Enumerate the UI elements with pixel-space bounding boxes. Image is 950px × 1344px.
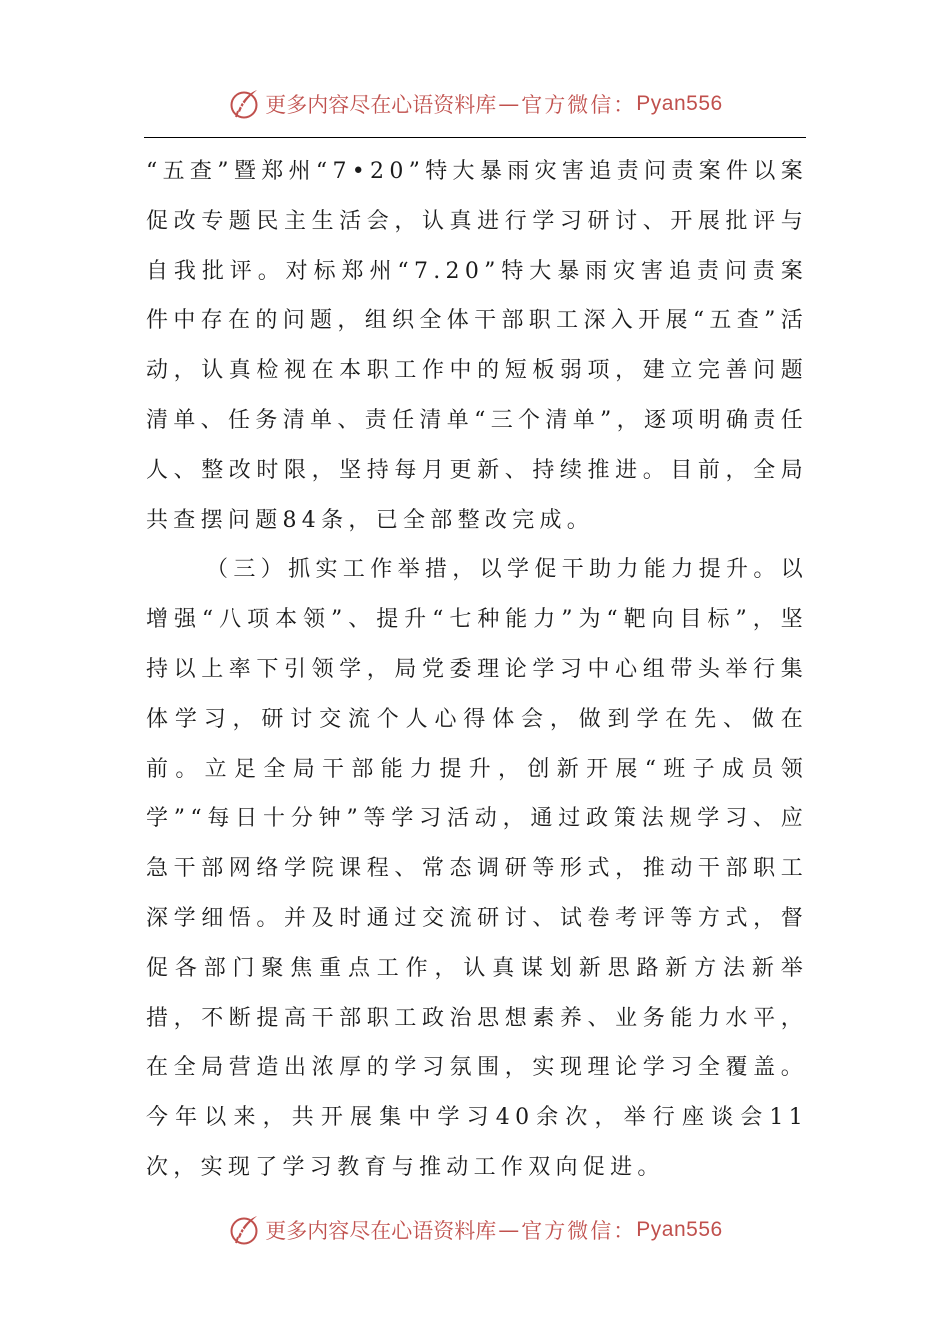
banner-separator: — [498, 1218, 520, 1242]
quill-logo-icon [227, 87, 261, 121]
banner-wechat-label: 官方微信： [521, 1219, 637, 1243]
footer-banner [0, 1210, 950, 1250]
body-paragraph-1: “五查”暨郑州“7•20”特大暴雨灾害追责问责案件以案促改专题民主生活会，认真进行学习研讨、开展批评与自我批评。对标郑州“7.20”特大暴雨灾害追责问责案件中存在的问题，组织全体干部职工深入开展“五查”活动，认真检视在本职工作中的短板弱项，建立完善问题清单、任务清单、责任清单“三个清单”，逐项明确责任人、整改时限，坚持每月更新、持续推进。目前，全局共查摆问题84条，已全部整改完成。 [146, 159, 808, 533]
banner-wechat-id: Pyan556 [636, 92, 723, 115]
quill-logo-icon [227, 1213, 261, 1247]
header-banner [0, 84, 950, 124]
header-divider [144, 137, 806, 138]
document-body [146, 147, 808, 1193]
banner-separator: — [498, 92, 520, 116]
banner-site-name: 更多内容尽在心语资料库 [265, 93, 497, 117]
banner-wechat-id: Pyan556 [636, 1218, 723, 1241]
banner-site-name: 更多内容尽在心语资料库 [265, 1219, 497, 1243]
body-paragraph-2: （三）抓实工作举措，以学促干助力能力提升。以增强“八项本领”、提升“七种能力”为“靶向目标”，坚持以上率下引领学，局党委理论学习中心组带头举行集体学习，研讨交流个人心得体会，做到学在先、做在前。立足全局干部能力提升，创新开展“班子成员领学”“每日十分钟”等学习活动，通过政策法规学习、应急干部网络学院课程、常态调研等形式，推动干部职工深学细悟。并及时通过交流研讨、试卷考评等方式，督促各部门聚焦重点工作，认真谋划新思路新方法新举措，不断提高干部职工政治思想素养、业务能力水平，在全局营造出浓厚的学习氛围，实现理论学习全覆盖。今年以来，共开展集中学习40余次，举行座谈会11次，实现了学习教育与推动工作双向促进。 [146, 557, 808, 1180]
banner-wechat-label: 官方微信： [521, 93, 637, 117]
